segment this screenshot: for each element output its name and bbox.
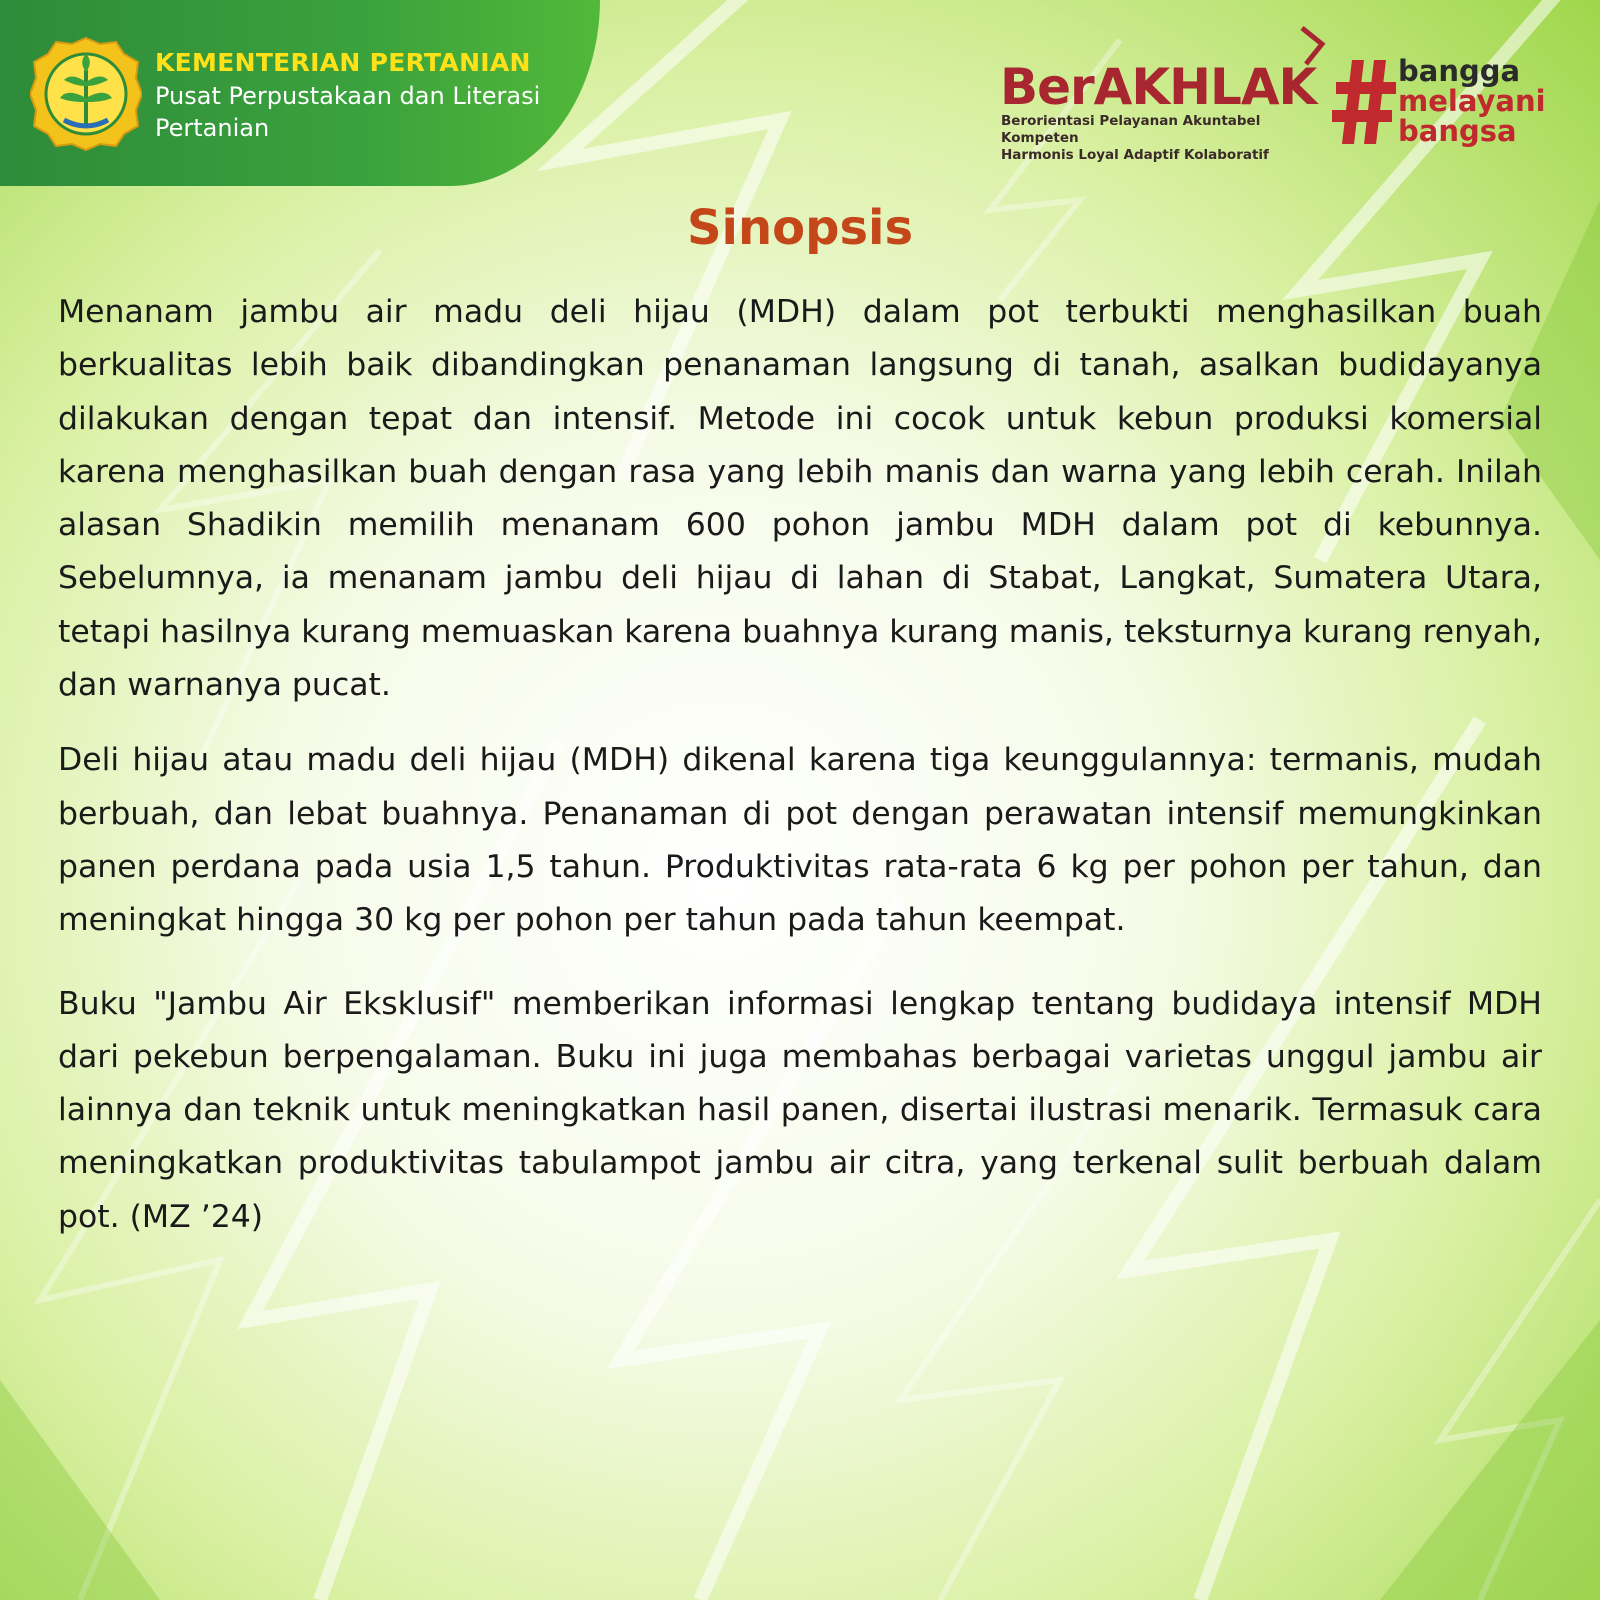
ministry-emblem-icon <box>30 36 142 152</box>
slogan-line3: bangsa <box>1398 114 1517 148</box>
chevron-right-icon <box>1296 24 1330 70</box>
synopsis-paragraph-2: Deli hijau atau madu deli hijau (MDH) dikenal karena tiga keunggulannya: termanis, mudah berbuah, dan lebat buahnya. Penanaman di pot dengan perawatan intensif memungkinkan panen perdana pada usia 1,5 tahun. Produktivitas rata-rata 6 kg per pohon per tahun, dan meningkat hingga 30 kg per pohon per tahun pada tahun keempat. <box>58 742 1542 939</box>
page-title: Sinopsis <box>686 200 914 256</box>
ministry-unit: Pusat Perpustakaan dan Literasi Pertanian <box>155 82 541 142</box>
slogan-line2: melayani <box>1398 84 1546 118</box>
berakhlak-tagline-line2: Harmonis Loyal Adaptif Kolaboratif <box>1001 147 1269 163</box>
ministry-name: KEMENTERIAN PERTANIAN <box>155 48 531 77</box>
synopsis-body <box>58 286 1542 1266</box>
berakhlak-tagline <box>1001 113 1321 164</box>
hashtag-icon <box>1332 60 1398 144</box>
berakhlak-tagline-line1: Berorientasi Pelayanan Akuntabel Kompeten <box>1001 113 1261 146</box>
berakhlak-logo: BerAKHLAK <box>1000 58 1317 116</box>
synopsis-paragraph-3: Buku "Jambu Air Eksklusif" memberikan informasi lengkap tentang budidaya intensif MDH dari pekebun berpengalaman. Buku ini juga membahas berbagai varietas unggul jambu air lainnya dan teknik untuk meningkatkan hasil panen, disertai ilustrasi menarik. Termasuk cara meningkatkan produktivitas tabulampot jambu air citra, yang terkenal sulit berbuah dalam pot. (MZ ’24) <box>58 985 1542 1235</box>
slogan <box>1398 56 1578 146</box>
synopsis-paragraph-1: Menanam jambu air madu deli hijau (MDH) dalam pot terbukti menghasilkan buah berkualitas lebih baik dibandingkan penanaman langsung di tanah, asalkan budidayanya dilakukan dengan tepat dan intensif. Metode ini cocok untuk kebun produksi komersial karena menghasilkan buah dengan rasa yang lebih manis dan warna yang lebih cerah. Inilah alasan Shadikin memilih menanam 600 pohon jambu MDH dalam pot di kebunnya. Sebelumnya, ia menanam jambu deli hijau di lahan di Stabat, Langkat, Sumatera Utara, tetapi hasilnya kurang memuaskan karena buahnya kurang manis, teksturnya kurang renyah, dan warnanya pucat. <box>58 294 1542 704</box>
slogan-line1: bangga <box>1398 54 1521 88</box>
